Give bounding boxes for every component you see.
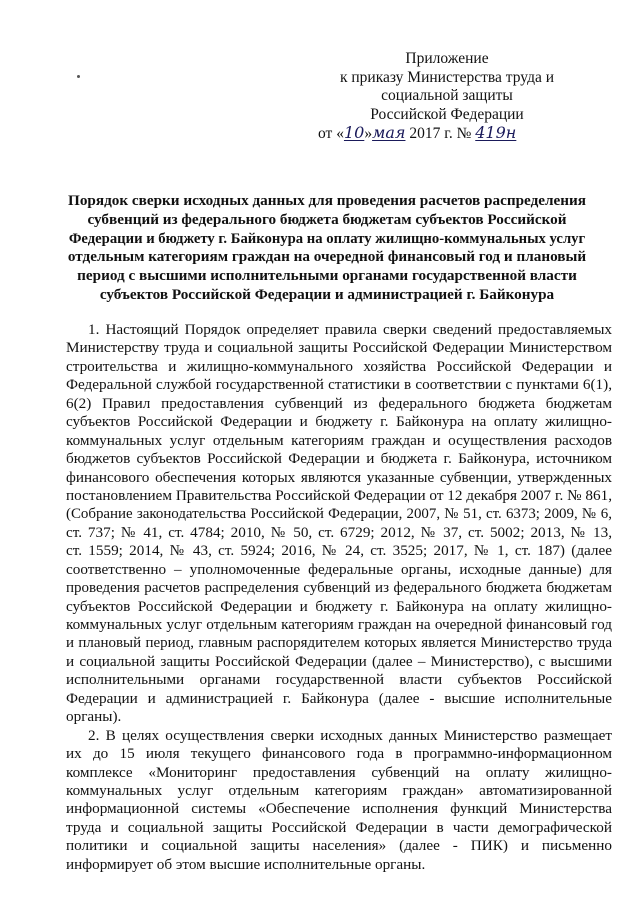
date-mid: » <box>364 125 373 143</box>
body-line: политики и социальной защиты населения» (далее - ПИК) и письменно <box>66 837 612 855</box>
body-line: и социальной защиты Российской Федерации (далее – Министерство), с высшими <box>66 652 612 670</box>
body-line: субъектов Российской Федерации и бюджету г. Байконура на оплату жилищно- <box>66 597 612 615</box>
appendix-line: к приказу Министерства труда и <box>339 68 555 86</box>
document-title <box>66 192 588 305</box>
scan-speck <box>77 75 80 78</box>
title-line: субъектов Российской Федерации и администрацией г. Байконура <box>99 285 555 303</box>
body-line: коммунальных услуг отдельным категориям граждан и осуществления расходов <box>66 431 612 449</box>
title-line: отдельным категориям граждан на очередной финансовый год и плановый <box>67 248 587 266</box>
body-line: коммунальных услуг отдельным категориям граждан» автоматизированной <box>66 781 612 799</box>
body-line: строительства и жилищно-коммунального хозяйства Российской Федерации и <box>66 357 612 375</box>
body-line: 6(2) Правил предоставления субвенций из федерального бюджета бюджетам <box>66 394 612 412</box>
body-line: субъектов Российской Федерации и бюджету г. Байконура на оплату жилищно- <box>66 413 612 431</box>
body-line: соответственно – уполномоченные федеральные органы, исходные данные) для <box>66 560 612 578</box>
handwritten-day: 10 <box>343 123 365 143</box>
body-line: информационной системы «Обеспечение исполнения функций Министерства <box>66 800 612 818</box>
year-text: 2017 г. № <box>405 125 476 143</box>
body-line: коммунальных услуг отдельным категориям граждан на очередной финансовый год <box>66 616 612 633</box>
handwritten-month: мая <box>372 123 406 143</box>
body-line: комплексе «Мониторинг предоставления субвенций на оплату жилищно- <box>66 763 612 781</box>
body-line: (Собрание законодательства Российской Федерации, 2007, № 51, ст. 6373; 2009, № 6, <box>66 506 612 523</box>
body-line: постановлением Правительства Российской Федерации от 12 декабря 2007 г. № 861, <box>66 486 612 504</box>
appendix-line: социальной защиты <box>381 87 513 105</box>
title-line: субвенций из федерального бюджета бюджетам субъектов Российской <box>87 210 567 228</box>
appendix-line: Российской Федерации <box>370 105 524 123</box>
document-body <box>66 321 612 874</box>
appendix-line: Приложение <box>405 50 489 67</box>
title-line: период с высшими исполнительными органами государственной власти <box>77 267 577 285</box>
body-line: информирует об этом высшие исполнительные органы. <box>66 855 426 873</box>
body-line: органы). <box>66 708 122 726</box>
body-line: труда и социальной защиты Российской Федерации в части демографической <box>66 818 612 836</box>
body-line: Федеральной службой государственной статистики в соответствии с пунктами 6(1), <box>66 376 612 394</box>
body-line: 2. В целях осуществления сверки исходных данных Министерство размещает <box>88 726 612 744</box>
date-prefix: от « <box>318 125 344 143</box>
body-line: их до 15 июля текущего финансового года в программно-информационном <box>66 745 612 763</box>
body-line: ст. 737; № 41, ст. 4784; 2010, № 50, ст. 6729; 2012, № 37, ст. 5002; 2013, № 13, <box>66 523 612 541</box>
body-line: 1. Настоящий Порядок определяет правила сверки сведений предоставляемых <box>88 321 612 338</box>
body-line: исполнительными органами государственной власти субъектов Российской <box>66 671 612 689</box>
body-line: проведения расчетов распределения субвенций из федерального бюджета бюджетам <box>66 580 612 597</box>
body-line: ст. 1559; 2014, № 43, ст. 5924; 2016, № 24, ст. 3525; 2017, № 1, ст. 187) (далее <box>66 542 612 560</box>
title-line: Федерации и бюджету г. Байконура на оплату жилищно-коммунальных услуг <box>68 230 586 247</box>
body-line: Федерации и администрацией г. Байконура (далее - высшие исполнительные <box>66 689 612 707</box>
appendix-header <box>312 50 582 144</box>
body-line: и плановый период, главным распорядителем которых является Министерство труда <box>66 635 612 652</box>
order-date-number <box>318 124 582 144</box>
handwritten-order-number: 419н <box>475 123 517 143</box>
body-line: финансового обеспечения которых являются указанные субвенции, утвержденных <box>66 468 612 486</box>
body-line: Министерству труда и социальной защиты Российской Федерации Министерством <box>66 339 612 357</box>
title-line: Порядок сверки исходных данных для проведения расчетов распределения <box>68 192 586 209</box>
body-line: бюджетов субъектов Российской Федерации и бюджета г. Байконура, источником <box>66 450 612 468</box>
